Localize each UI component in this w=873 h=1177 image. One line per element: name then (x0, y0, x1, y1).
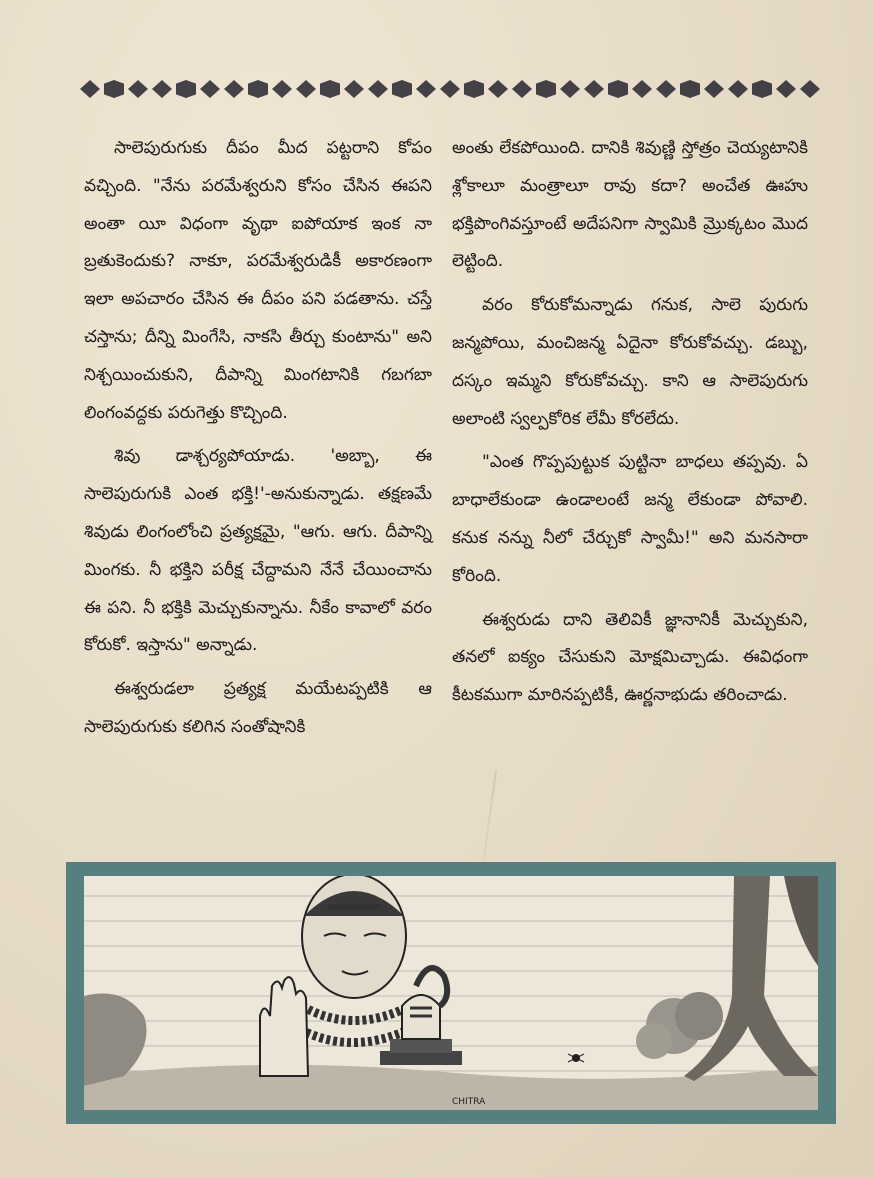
border-ornament-icon (416, 80, 436, 98)
bush-icon (636, 992, 723, 1059)
paragraph: ఈశ్వరుడు దాని తెలివికీ జ్ఞానానికీ మెచ్చుకుని, తనలో ఐక్యం చేసుకుని మోక్షమిచ్చాడు. ఈవిధంగా కీటకముగా మారినప్పటికీ, ఊర్ణనాభుడు తరించాడు. (452, 609, 808, 706)
paragraph: "ఎంత గొప్పపుట్టుక పుట్టినా బాధలు తప్పవు. ఏ బాధాలేకుండా ఉండాలంటే జన్మ లేకుండా పోవాలి. కనుక నన్ను నీలో చేర్చుకో స్వామీ!" అని మనసారా కోరింది. (452, 452, 808, 586)
border-ornament-icon (464, 80, 484, 98)
artist-signature: CHITRA (452, 1097, 486, 1107)
border-ornament-icon (704, 80, 724, 98)
border-ornament-icon (536, 80, 556, 98)
border-ornament-icon (272, 80, 292, 98)
left-column (84, 130, 432, 753)
border-ornament-icon (80, 80, 100, 98)
border-ornament-icon (776, 80, 796, 98)
paragraph: శివు డాశ్చర్యపోయాడు. 'అబ్బా, ఈ సాలెపురుగుకి ఎంత భక్తి!'-అనుకున్నాడు. తక్షణమే శివుడు లింగంలోంచి ప్రత్యక్షమై, "ఆగు. ఆగు. దీపాన్ని మింగకు. నీ భక్తిని పరీక్ష చేద్దామని నేనే చేయించాను ఈ పని. నీ భక్తికి మెచ్చుకున్నాను. నీకేం కావాలో వరం కోరుకో. ఇస్తాను" అన్నాడు. (84, 446, 432, 656)
border-ornament-icon (800, 80, 820, 98)
border-ornament-icon (512, 80, 532, 98)
border-ornament-icon (104, 80, 124, 98)
spider-icon (568, 1054, 584, 1062)
border-ornament-icon (248, 80, 268, 98)
border-ornament-icon (152, 80, 172, 98)
border-ornament-icon (440, 80, 460, 98)
border-ornament-icon (344, 80, 364, 98)
border-ornament-icon (128, 80, 148, 98)
paragraph: వరం కోరుకోమన్నాడు గనుక, సాలె పురుగు జన్మపోయి, మంచిజన్మ ఏదైనా కోరుకోవచ్చు. డబ్బు, దస్కం ఇమ్మని కోరుకోవచ్చు. కాని ఆ సాలెపురుగు అలాంటి స్వల్పకోరిక లేమీ కోరలేదు. (452, 295, 808, 429)
border-ornament-icon (200, 80, 220, 98)
border-ornament-icon (176, 80, 196, 98)
border-ornament-icon (560, 80, 580, 98)
border-ornament-icon (728, 80, 748, 98)
border-ornament-icon (224, 80, 244, 98)
paragraph: అంతు లేకపోయింది. దానికి శివుణ్ణి స్తోత్రం చెయ్యటానికి శ్లోకాలూ మంత్రాలూ రావు కదా? అంచేత ఊహు భక్తిపొంగివస్తూంటే అదేపనిగా స్వామికి మ్రొక్కటం మొద లెట్టింది. (452, 138, 808, 272)
shiva-linga-illustration (84, 876, 818, 1110)
border-ornament-icon (752, 80, 772, 98)
border-ornament-icon (488, 80, 508, 98)
border-ornament-icon (368, 80, 388, 98)
right-column (452, 130, 808, 721)
border-ornament-icon (296, 80, 316, 98)
illustration-frame (66, 862, 836, 1124)
border-ornament-icon (320, 80, 340, 98)
border-ornament-icon (392, 80, 412, 98)
border-ornament-icon (608, 80, 628, 98)
decorative-border (80, 78, 832, 100)
tree-icon (684, 876, 818, 1081)
border-ornament-icon (680, 80, 700, 98)
paragraph: సాలెపురుగుకు దీపం మీద పట్టరాని కోపం వచ్చింది. "నేను పరమేశ్వరుని కోసం చేసిన ఈపని అంతా యీ విధంగా వృథా ఐపోయాక ఇంక నా బ్రతుకెందుకు? నాకూ, పరమేశ్వరుడికీ అకారణంగా ఇలా అపచారం చేసిన ఈ దీపం పని పడతాను. చస్తే చస్తాను; దీన్ని మింగేసి, నాకసి తీర్చు కుంటాను" అని నిశ్చయించుకుని, దీపాన్ని మింగటానికి గబగబా లింగంవద్దకు పరుగెత్తు కొచ్చింది. (84, 138, 432, 423)
border-ornament-icon (584, 80, 604, 98)
border-ornament-icon (632, 80, 652, 98)
border-ornament-icon (656, 80, 676, 98)
paragraph: ఈశ్వరుడలా ప్రత్యక్ష మయేటప్పటికి ఆ సాలెపురుగుకు కలిగిన సంతోషానికి (84, 679, 432, 737)
